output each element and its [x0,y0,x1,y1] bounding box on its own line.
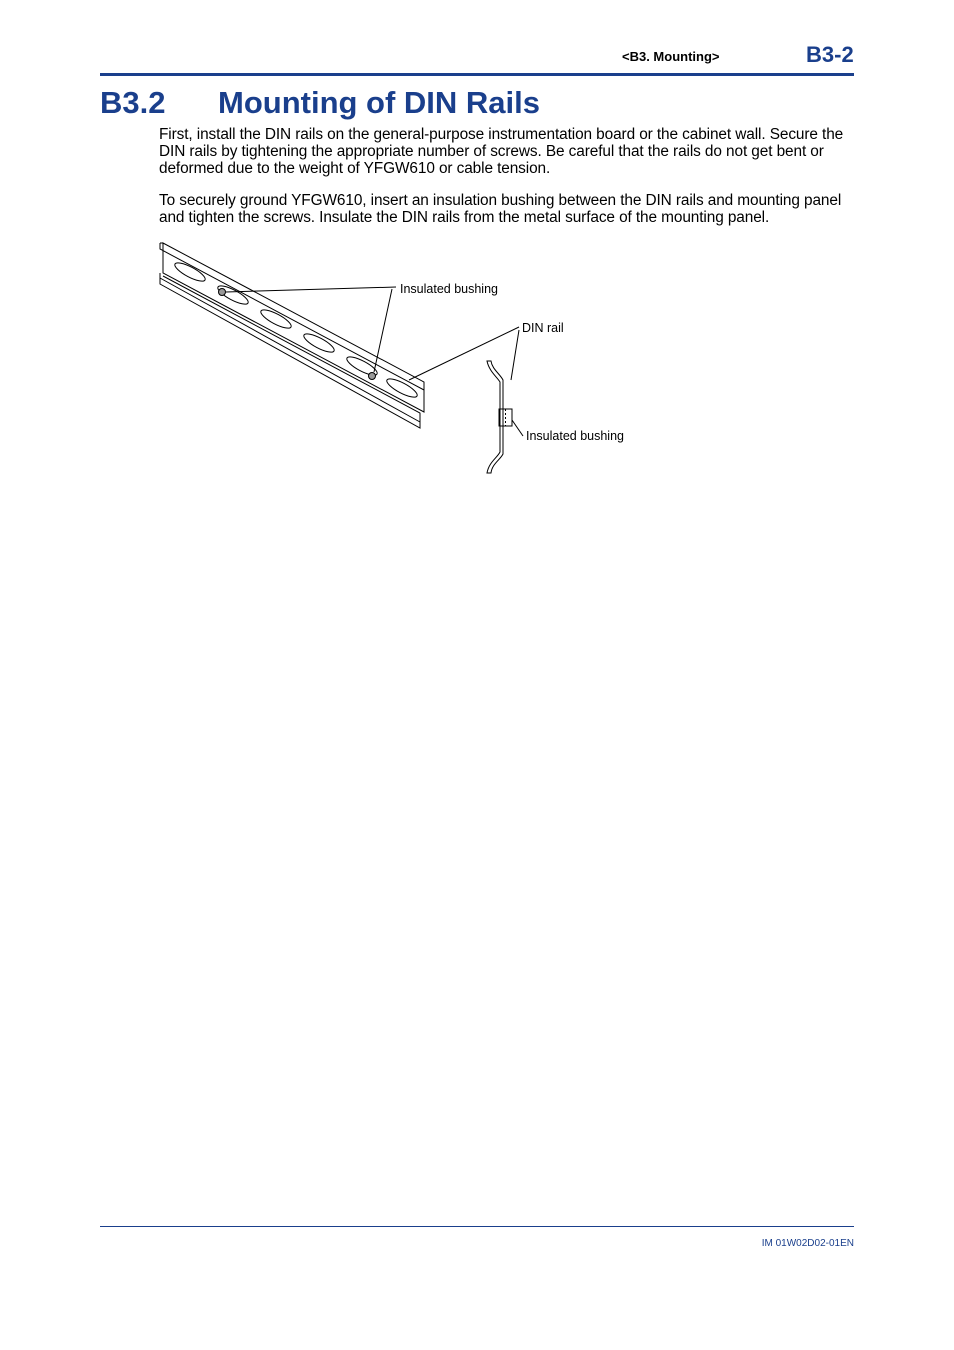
leader-bushing-a [226,287,396,292]
header-page-number: B3-2 [806,42,854,67]
footer-doc-number: IM 01W02D02-01EN [761,1238,854,1249]
label-insulated-bushing-side: Insulated bushing [526,429,624,443]
rail-slot-3 [259,307,294,332]
bushing-marker-2 [369,373,376,380]
header-section: <B3. Mounting> [622,49,720,64]
footer-rule [100,1226,854,1227]
bushing-marker-1 [219,289,226,296]
section-title [100,85,540,121]
leader-rail-b [511,330,519,380]
rail-profile [487,361,503,473]
rail-bottom-edge [160,278,420,422]
section-title-text: Mounting of DIN Rails [218,85,541,120]
rail-web [163,243,424,412]
leader-bushing-side [512,420,523,436]
din-rail-drawing [160,243,523,473]
label-din-rail: DIN rail [522,321,564,335]
paragraph-1: First, install the DIN rails on the general-purpose instrumentation board or the cabinet wall. Secure the DIN rails by tightening the appropriate number of screws. Be careful that the rails do not get bent or deformed due to the weight of YFGW610 or cable tension. [159,126,844,177]
rail-top-edge [160,243,424,390]
label-insulated-bushing-top: Insulated bushing [400,282,498,296]
leader-rail-a [409,327,519,380]
paragraph-2: To securely ground YFGW610, insert an insulation bushing between the DIN rails and mounting panel and tighten the screws. Insulate the DIN rails from the metal surface of the mounting panel. [159,192,842,226]
section-number: B3.2 [100,85,166,120]
header-rule [100,73,854,76]
leader-bushing-b [374,289,392,372]
din-rail-figure [150,236,650,486]
